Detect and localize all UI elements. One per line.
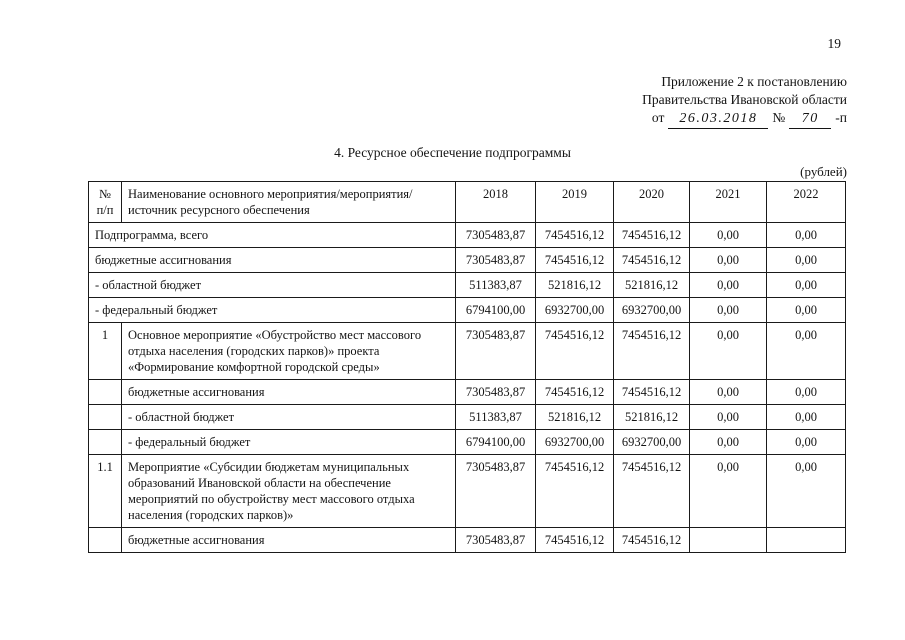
value-2021: 0,00 — [690, 298, 767, 323]
row-num — [89, 405, 122, 430]
decree-suffix: -п — [835, 110, 847, 125]
value-2022: 0,00 — [767, 430, 846, 455]
value-2018: 7305483,87 — [456, 223, 536, 248]
appendix-line-2: Правительства Ивановской области — [642, 91, 847, 107]
value-2019: 6932700,00 — [536, 298, 614, 323]
value-2019: 7454516,12 — [536, 323, 614, 380]
value-2020: 7454516,12 — [614, 223, 690, 248]
page-number: 19 — [827, 36, 841, 51]
table-row — [89, 323, 846, 380]
value-2019: 7454516,12 — [536, 248, 614, 273]
table-row — [89, 455, 846, 528]
value-2018: 511383,87 — [456, 405, 536, 430]
row-num — [89, 380, 122, 405]
col-header-2019: 2019 — [536, 182, 614, 223]
table-row — [89, 273, 846, 298]
col-header-2020: 2020 — [614, 182, 690, 223]
value-2021: 0,00 — [690, 323, 767, 380]
date-prefix: от — [651, 110, 665, 125]
value-2022: 0,00 — [767, 223, 846, 248]
value-2021: 0,00 — [690, 455, 767, 528]
row-name: Мероприятие «Субсидии бюджетам муниципальных образований Ивановской области на обеспечение мероприятий по обустройству мест массового отдыха населения (городских парков)» — [122, 455, 456, 528]
col-header-name: Наименование основного мероприятия/мероприятия/источник ресурсного обеспечения — [122, 182, 456, 223]
row-num — [89, 430, 122, 455]
appendix-block — [642, 73, 847, 129]
col-header-2018: 2018 — [456, 182, 536, 223]
col-header-num: № п/п — [89, 182, 122, 223]
value-2022: 0,00 — [767, 455, 846, 528]
value-2021 — [690, 528, 767, 553]
value-2020: 521816,12 — [614, 273, 690, 298]
value-2020: 7454516,12 — [614, 248, 690, 273]
table-row — [89, 405, 846, 430]
table-header-row — [89, 182, 846, 223]
table-row — [89, 248, 846, 273]
row-name: Подпрограмма, всего — [89, 223, 456, 248]
value-2020: 6932700,00 — [614, 430, 690, 455]
value-2021: 0,00 — [690, 430, 767, 455]
appendix-line-1: Приложение 2 к постановлению — [661, 74, 847, 89]
table-row — [89, 380, 846, 405]
value-2020: 7454516,12 — [614, 323, 690, 380]
decree-number: 70 — [789, 110, 831, 129]
value-2019: 6932700,00 — [536, 430, 614, 455]
value-2018: 7305483,87 — [456, 323, 536, 380]
decree-date-line — [642, 109, 847, 129]
currency-note: (рублей) — [800, 164, 847, 179]
value-2019: 7454516,12 — [536, 528, 614, 553]
value-2019: 7454516,12 — [536, 380, 614, 405]
table-row — [89, 298, 846, 323]
resource-table — [88, 181, 846, 553]
value-2022: 0,00 — [767, 273, 846, 298]
row-name: бюджетные ассигнования — [122, 528, 456, 553]
row-name: - областной бюджет — [122, 405, 456, 430]
value-2018: 511383,87 — [456, 273, 536, 298]
decree-date: 26.03.2018 — [668, 110, 768, 129]
value-2020: 7454516,12 — [614, 455, 690, 528]
value-2020: 521816,12 — [614, 405, 690, 430]
value-2022: 0,00 — [767, 380, 846, 405]
value-2018: 6794100,00 — [456, 298, 536, 323]
value-2021: 0,00 — [690, 405, 767, 430]
value-2022: 0,00 — [767, 248, 846, 273]
row-num — [89, 528, 122, 553]
value-2022: 0,00 — [767, 405, 846, 430]
value-2018: 6794100,00 — [456, 430, 536, 455]
value-2021: 0,00 — [690, 248, 767, 273]
table-row — [89, 223, 846, 248]
value-2021: 0,00 — [690, 380, 767, 405]
value-2019: 7454516,12 — [536, 455, 614, 528]
value-2022: 0,00 — [767, 298, 846, 323]
value-2020: 7454516,12 — [614, 528, 690, 553]
value-2020: 6932700,00 — [614, 298, 690, 323]
value-2022 — [767, 528, 846, 553]
table-row — [89, 430, 846, 455]
value-2019: 521816,12 — [536, 405, 614, 430]
value-2019: 521816,12 — [536, 273, 614, 298]
table-row — [89, 528, 846, 553]
number-sign: № — [772, 110, 786, 125]
value-2018: 7305483,87 — [456, 528, 536, 553]
col-header-2022: 2022 — [767, 182, 846, 223]
value-2018: 7305483,87 — [456, 455, 536, 528]
row-num: 1.1 — [89, 455, 122, 528]
row-name: - федеральный бюджет — [122, 430, 456, 455]
value-2022: 0,00 — [767, 323, 846, 380]
row-name: бюджетные ассигнования — [122, 380, 456, 405]
row-name: - федеральный бюджет — [89, 298, 456, 323]
row-name: Основное мероприятие «Обустройство мест массового отдыха населения (городских парков)» проекта «Формирование комфортной городской среды» — [122, 323, 456, 380]
col-header-2021: 2021 — [690, 182, 767, 223]
value-2021: 0,00 — [690, 223, 767, 248]
value-2019: 7454516,12 — [536, 223, 614, 248]
value-2021: 0,00 — [690, 273, 767, 298]
row-name: - областной бюджет — [89, 273, 456, 298]
row-num: 1 — [89, 323, 122, 380]
value-2018: 7305483,87 — [456, 380, 536, 405]
section-title: 4. Ресурсное обеспечение подпрограммы — [334, 145, 571, 160]
value-2020: 7454516,12 — [614, 380, 690, 405]
row-name: бюджетные ассигнования — [89, 248, 456, 273]
value-2018: 7305483,87 — [456, 248, 536, 273]
